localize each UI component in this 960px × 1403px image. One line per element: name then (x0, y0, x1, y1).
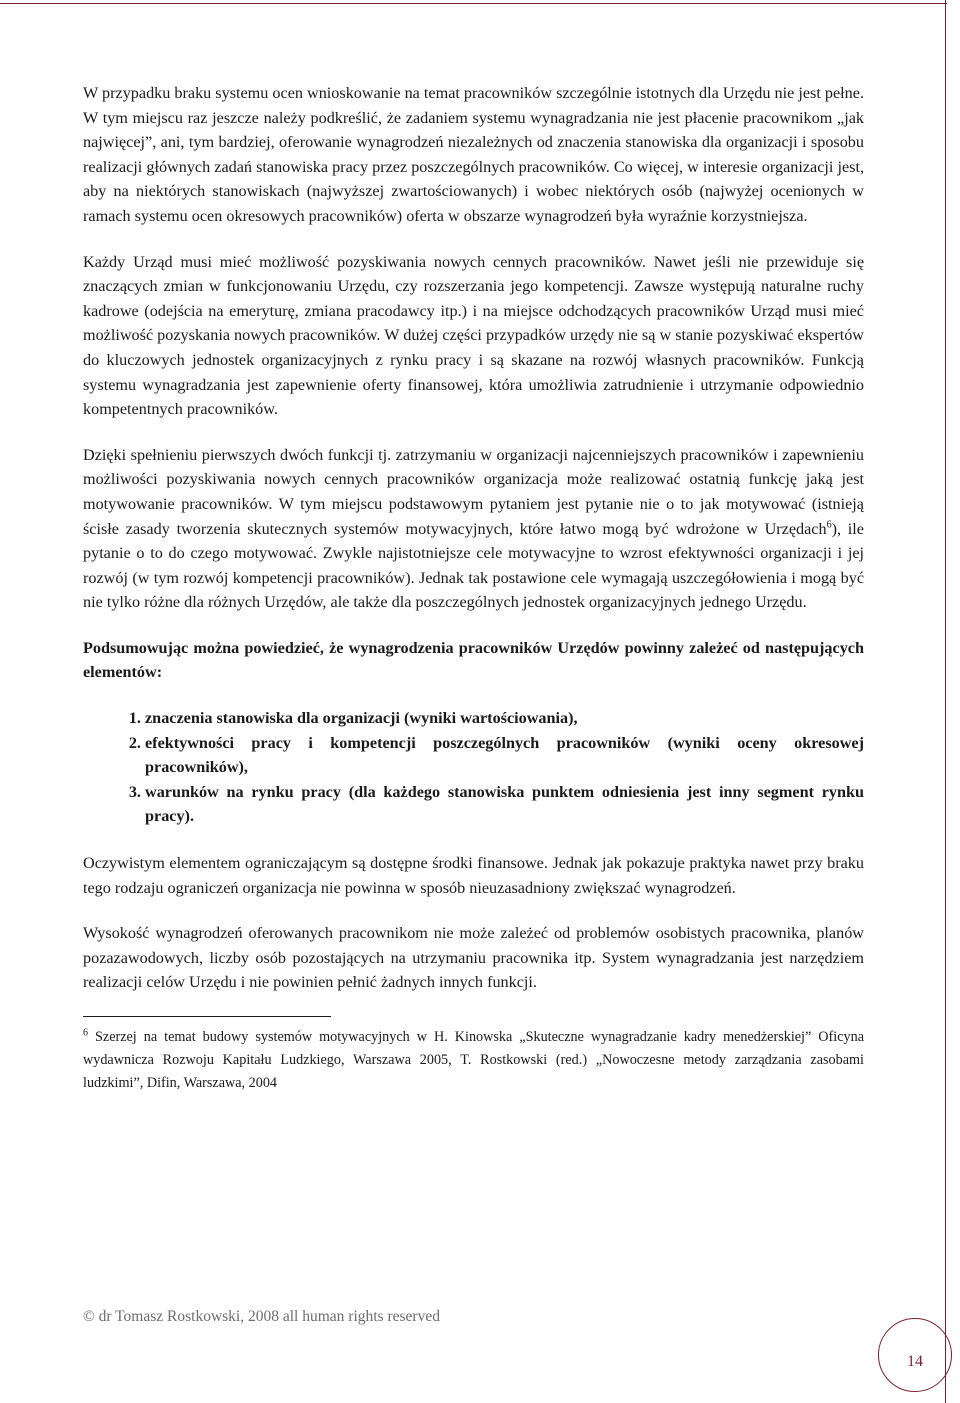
elements-list (83, 706, 864, 829)
page-border-top (0, 3, 947, 4)
footnote (83, 1026, 864, 1095)
list-item: 1. znaczenia stanowiska dla organizacji (wyniki wartościowania), (145, 706, 864, 731)
page-number-badge (878, 1318, 952, 1392)
copyright-footer: © dr Tomasz Rostkowski, 2008 all human rights reserved (83, 1308, 440, 1325)
page-border-right (945, 0, 946, 1403)
list-item: 3. warunków na rynku pracy (dla każdego stanowiska punktem odniesienia jest inny segment rynku pracy). (145, 780, 864, 829)
paragraph-6: Wysokość wynagrodzeń oferowanych pracownikom nie może zależeć od problemów osobistych pracownika, planów pozazawodowych, liczby osób pozostających na utrzymaniu pracownika itp. System wynagradzania jest narzędziem realizacji celów Urzędu i nie powinien pełnić żadnych innych funkcji. (83, 924, 864, 992)
page-number: 14 (907, 1353, 923, 1370)
paragraph-3 (83, 443, 864, 615)
paragraph-3-text-b: ), ile pytanie o to do czego motywować. Zwykle najistotniejsze cele motywacyjne to wzrost efektywności organizacji i jej rozwój (w tym rozwój kompetencji pracowników). Jednak tak postawione cele wymagają uszczegółowienia i mogą być nie tylko różne dla różnych Urzędów, ale także dla poszczególnych jednostek organizacyjnych jednego Urzędu. (83, 519, 864, 612)
paragraph-5: Oczywistym elementem ograniczającym są dostępne środki finansowe. Jednak jak pokazuje praktyka nawet przy braku tego rodzaju ograniczeń organizacja nie powinna w sposób nieuzasadniony zwiększać wynagrodzeń. (83, 854, 864, 897)
summary-heading: Podsumowując można powiedzieć, że wynagrodzenia pracowników Urzędów powinny zależeć od następujących elementów: (83, 638, 864, 682)
footnote-divider (83, 1016, 331, 1017)
paragraph-2: Każdy Urząd musi mieć możliwość pozyskiwania nowych cennych pracowników. Nawet jeśli nie przewiduje się znaczących zmian w funkcjonowaniu Urzędu, czy rozszerzania jego kompetencji. Zawsze występują naturalne ruchy kadrowe (odejścia na emeryturę, zmiana pracodawcy itp.) i na miejsce odchodzących pracowników Urząd musi mieć możliwość pozyskania nowych pracowników. W dużej części przypadków urzędy nie są w stanie pozyskiwać ekspertów do kluczowych jednostek organizacyjnych z rynku pracy i są skazane na rozwój własnych pracowników. Funkcją systemu wynagradzania jest zapewnienie oferty finansowej, która umożliwia zatrudnienie i utrzymanie odpowiednio kompetentnych pracowników. (83, 252, 864, 419)
list-item: 2. efektywności pracy i kompetencji poszczególnych pracowników (wyniki oceny okresowej pracowników), (145, 731, 864, 780)
footnote-number: 6 (83, 1027, 88, 1039)
footnote-reference: 6 (826, 519, 832, 531)
paragraph-1: W przypadku braku systemu ocen wnioskowanie na temat pracowników szczególnie istotnych dla Urzędu nie jest pełne. W tym miejscu raz jeszcze należy podkreślić, że zadaniem systemu wynagradzania nie jest płacenie pracownikom „jak najwięcej”, ani, tym bardziej, oferowanie wynagrodzeń niezależnych od znaczenia stanowiska dla organizacji i sposobu realizacji głównych zadań stanowiska pracy przez poszczególnych pracowników. Co więcej, w interesie organizacji jest, aby na niektórych stanowiskach (najwyższej zwartościowanych) i wobec niektórych osób (najwyżej ocenionych w ramach systemu ocen okresowych pracowników) oferta w obszarze wynagrodzeń była wyraźnie korzystniejsza. (83, 84, 864, 225)
paragraph-3-text-a: Dzięki spełnieniu pierwszych dwóch funkcji tj. zatrzymaniu w organizacji najcenniejszych pracowników i zapewnieniu możliwości pozyskiwania nowych cennych pracowników organizacja może realizować ostatnią funkcję jaką jest motywowanie pracowników. W tym miejscu podstawowym pytaniem jest pytanie nie o to jak motywować (istnieją ścisłe zasady tworzenia skutecznych systemów motywacyjnych, które łatwo mogą być wdrożone w Urzędach (83, 445, 864, 538)
document-body (83, 81, 864, 1095)
footnote-text: Szerzej na temat budowy systemów motywacyjnych w H. Kinowska „Skuteczne wynagradzanie kadry menedżerskiej” Oficyna wydawnicza Rozwoju Kapitału Ludzkiego, Warszawa 2005, T. Rostkowski (red.) „Nowoczesne metody zarządzania zasobami ludzkimi”, Difin, Warszawa, 2004 (83, 1029, 864, 1091)
